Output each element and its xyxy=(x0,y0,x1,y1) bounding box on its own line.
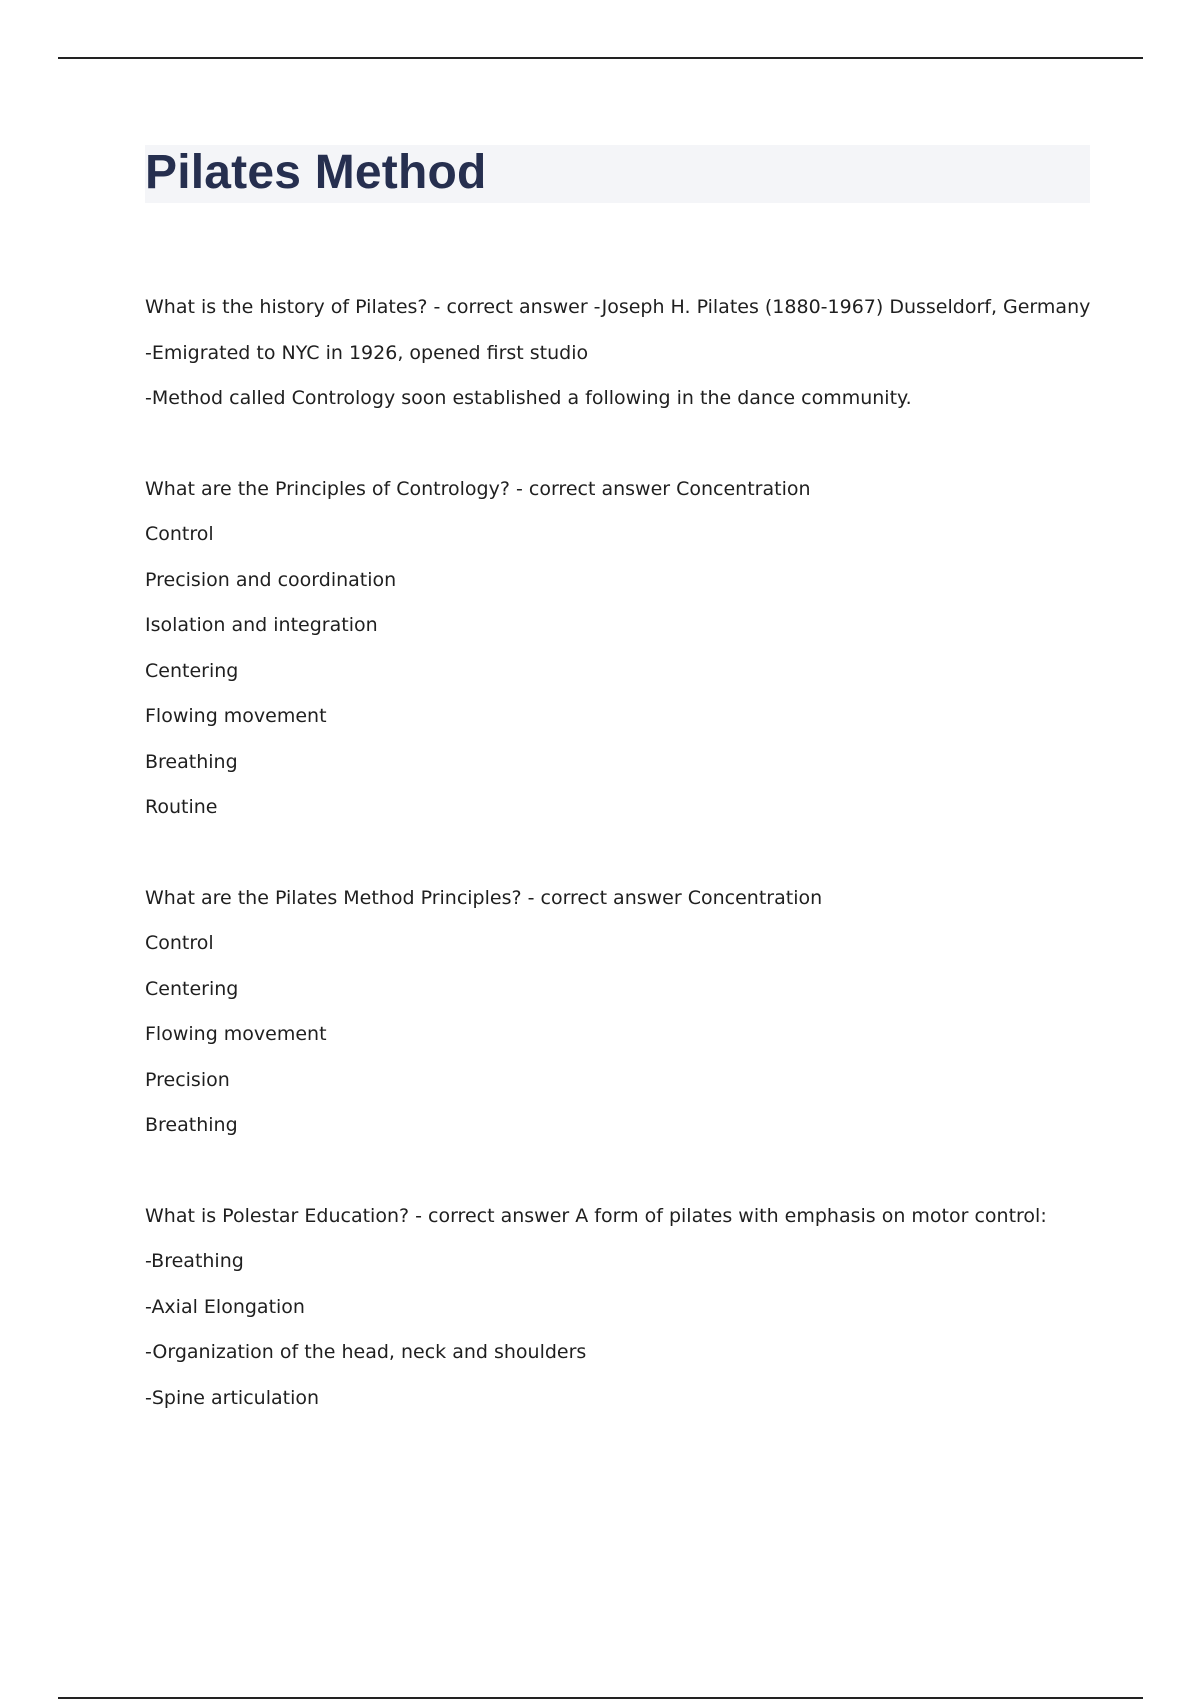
answer-line: Routine xyxy=(145,796,218,818)
question-line: What are the Principles of Contrology? - correct answer Concentration xyxy=(145,477,811,500)
answer-line: Breathing xyxy=(145,750,238,773)
answer-line: -Breathing xyxy=(145,1250,244,1272)
question-line: What are the Pilates Method Principles? - correct answer Concentration xyxy=(145,886,823,909)
answer-line: Precision and coordination xyxy=(145,568,397,591)
top-rule xyxy=(58,57,1143,59)
answer-line: Isolation and integration xyxy=(145,614,378,636)
answer-line: -Spine articulation xyxy=(145,1386,320,1409)
question-line: What is the history of Pilates? - correct answer -Joseph H. Pilates (1880-1967) Dusseldorf, Germany xyxy=(145,296,1091,318)
answer-line: Flowing movement xyxy=(145,705,327,727)
answer-line: Precision xyxy=(145,1068,230,1091)
answer-line: Control xyxy=(145,932,214,954)
bottom-rule xyxy=(58,1697,1143,1699)
qa-section-contrology-principles xyxy=(145,467,1105,831)
answer-line: -Axial Elongation xyxy=(145,1295,305,1318)
page-title: Pilates Method xyxy=(145,146,487,199)
answer-line: Control xyxy=(145,523,214,545)
question-line: What is Polestar Education? - correct answer A form of pilates with emphasis on motor control: xyxy=(145,1204,1047,1227)
qa-section-history xyxy=(145,285,1105,422)
qa-section-polestar xyxy=(145,1194,1105,1422)
answer-line: Flowing movement xyxy=(145,1023,327,1045)
answer-line: Breathing xyxy=(145,1114,238,1136)
answer-line: -Organization of the head, neck and shoulders xyxy=(145,1341,587,1363)
answer-line: Centering xyxy=(145,977,239,1000)
answer-line: -Emigrated to NYC in 1926, opened first studio xyxy=(145,341,589,364)
qa-section-method-principles xyxy=(145,876,1105,1149)
answer-line: Centering xyxy=(145,659,239,682)
answer-line: -Method called Contrology soon established a following in the dance community. xyxy=(145,387,912,409)
document-body xyxy=(145,285,1105,1466)
